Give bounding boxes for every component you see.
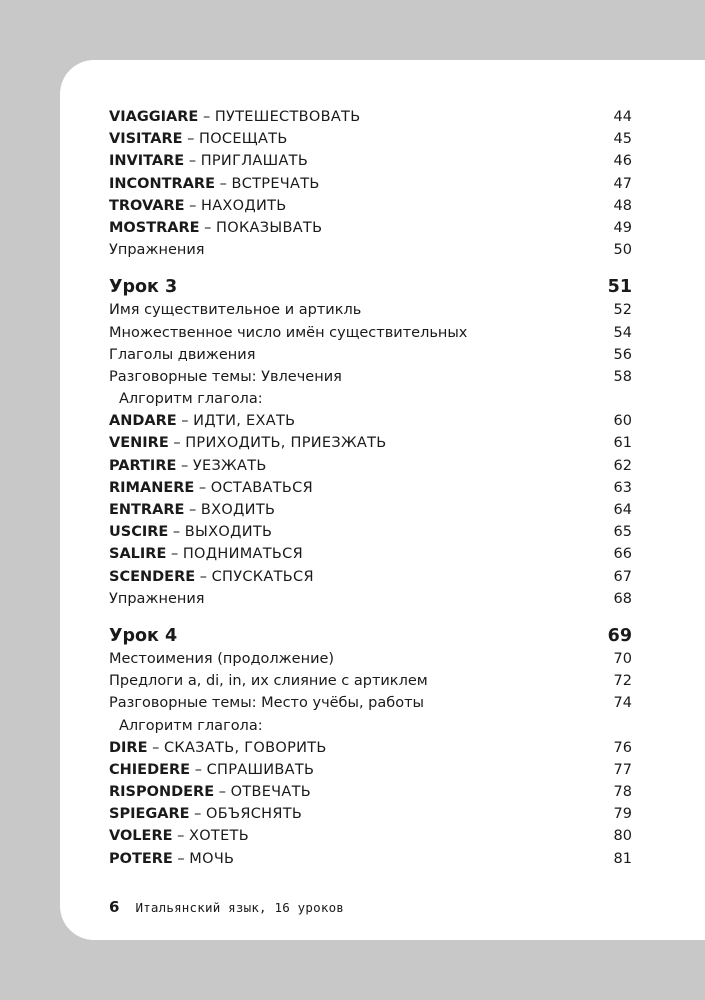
toc-page-number: 64 — [613, 502, 632, 518]
table-of-contents — [109, 106, 632, 870]
toc-page-number: 48 — [613, 197, 632, 214]
toc-entry — [109, 477, 632, 499]
verb-term: TROVARE — [109, 197, 185, 214]
verb-term: POTERE — [109, 850, 173, 867]
verb-translation: УЕЗЖАТЬ — [192, 457, 267, 474]
toc-entry-label — [109, 499, 275, 521]
toc-entry-label — [109, 781, 311, 803]
toc-page-number: 50 — [613, 242, 632, 259]
toc-entry-label — [109, 803, 302, 825]
verb-translation: ВСТРЕЧАТЬ — [231, 175, 320, 192]
dash-separator: – — [172, 850, 190, 867]
toc-entry-label — [109, 106, 360, 128]
toc-entry-label — [109, 150, 308, 172]
lesson-heading — [109, 261, 632, 299]
verb-translation: ОБЪЯСНЯТЬ — [206, 806, 303, 823]
verb-term: MOSTRARE — [109, 219, 200, 236]
toc-entry — [109, 150, 632, 172]
book-title: Итальянский язык, 16 уроков — [135, 900, 345, 915]
toc-page-number: 44 — [613, 109, 632, 125]
toc-entry-label: Упражнения — [109, 590, 205, 607]
verb-term: VOLERE — [109, 828, 173, 845]
toc-entry-label — [109, 217, 322, 239]
verb-translation: ИДТИ, ЕХАТЬ — [193, 413, 296, 430]
toc-entry — [109, 195, 632, 217]
toc-entry-label — [109, 455, 267, 477]
dash-separator: – — [198, 109, 215, 125]
toc-entry — [109, 173, 632, 195]
verb-term: SALIRE — [109, 546, 167, 563]
toc-entry-label: Разговорные темы: Увлечения — [109, 368, 342, 385]
toc-page-number: 60 — [613, 413, 632, 430]
verb-translation: СПУСКАТЬСЯ — [211, 568, 314, 585]
toc-entry — [109, 432, 632, 454]
verb-translation: ВХОДИТЬ — [200, 502, 276, 518]
toc-page-number: 61 — [613, 435, 632, 452]
toc-entry — [109, 455, 632, 477]
toc-page-number: 74 — [613, 695, 632, 712]
verb-term: ENTRARE — [109, 502, 185, 518]
toc-entry-label: Местоимения (продолжение) — [109, 650, 335, 667]
toc-entry-label — [109, 128, 288, 150]
toc-entry — [109, 737, 632, 759]
toc-entry-label — [109, 825, 249, 847]
toc-entry-label — [109, 410, 295, 432]
toc-page-number: 67 — [613, 568, 632, 585]
toc-page-number: 56 — [613, 346, 632, 363]
toc-page-number: 58 — [613, 368, 632, 385]
toc-page-number: 78 — [613, 784, 632, 801]
toc-entry-label — [109, 543, 303, 565]
toc-entry-label: Упражнения — [109, 242, 205, 259]
verb-term: VISITARE — [109, 131, 183, 148]
toc-entry — [109, 670, 632, 692]
toc-entry-label: Множественное число имён существительных — [109, 324, 468, 341]
verb-term: RIMANERE — [109, 479, 195, 496]
toc-entry — [109, 410, 632, 432]
toc-page-number: 79 — [613, 806, 632, 823]
toc-page-number: 68 — [613, 590, 632, 607]
toc-entry — [109, 128, 632, 150]
toc-entry-label — [109, 195, 287, 217]
dash-separator: – — [166, 546, 183, 563]
verb-term: VENIRE — [109, 435, 169, 452]
verb-term: PARTIRE — [109, 457, 177, 474]
dash-separator: – — [184, 153, 201, 170]
toc-entry — [109, 366, 632, 388]
toc-page-number: 70 — [613, 650, 632, 667]
toc-entry-label: Предлоги a, di, in, их слияние с артиклем — [109, 673, 428, 690]
toc-entry-label: Глаголы движения — [109, 346, 256, 363]
toc-entry — [109, 106, 632, 128]
verb-translation: ПОСЕЩАТЬ — [198, 131, 288, 148]
lesson-heading — [109, 610, 632, 648]
verb-translation: ОТВЕЧАТЬ — [230, 784, 312, 801]
dash-separator: – — [194, 479, 211, 496]
toc-entry — [109, 715, 632, 737]
toc-entry-label — [109, 173, 320, 195]
toc-entry — [109, 388, 632, 410]
toc-page-number: 76 — [613, 739, 632, 756]
verb-translation: СПРАШИВАТЬ — [206, 761, 315, 778]
toc-page-number: 62 — [613, 457, 632, 474]
verb-translation: СКАЗАТЬ, ГОВОРИТЬ — [163, 739, 327, 756]
toc-entry-label — [109, 521, 272, 543]
verb-translation: ПРИГЛАШАТЬ — [200, 153, 309, 170]
toc-entry-label — [109, 848, 234, 870]
dash-separator: – — [147, 739, 164, 756]
toc-entry-label: Разговорные темы: Место учёбы, работы — [109, 695, 424, 712]
dash-separator: – — [195, 568, 212, 585]
verb-translation: МОЧЬ — [189, 850, 235, 867]
toc-page-number: 77 — [613, 761, 632, 778]
toc-entry-label: Урок 4 — [109, 625, 178, 646]
toc-entry — [109, 588, 632, 610]
toc-page-number: 72 — [613, 673, 632, 690]
toc-page-number: 45 — [613, 131, 632, 148]
toc-page-number: 81 — [613, 850, 632, 867]
page-number: 6 — [109, 898, 120, 916]
verb-term: ANDARE — [109, 413, 177, 430]
dash-separator: – — [172, 828, 189, 845]
toc-entry — [109, 299, 632, 321]
toc-page-number: 63 — [613, 479, 632, 496]
verb-translation: ПОКАЗЫВАТЬ — [216, 219, 323, 236]
toc-entry-label — [109, 477, 313, 499]
toc-entry-label: Урок 3 — [109, 277, 178, 298]
toc-entry — [109, 521, 632, 543]
dash-separator: – — [182, 131, 199, 148]
toc-entry — [109, 566, 632, 588]
dash-separator: – — [190, 761, 207, 778]
verb-term: DIRE — [109, 739, 148, 756]
toc-page-number: 66 — [613, 546, 632, 563]
verb-translation: ПУТЕШЕСТВОВАТЬ — [214, 109, 361, 125]
toc-entry — [109, 848, 632, 870]
verb-term: SPIEGARE — [109, 806, 190, 823]
toc-page-number: 47 — [613, 175, 632, 192]
verb-translation: ПОДНИМАТЬСЯ — [182, 546, 303, 563]
dash-separator: – — [184, 197, 201, 214]
toc-entry-label — [109, 737, 327, 759]
page-footer — [109, 898, 344, 916]
verb-term: SCENDERE — [109, 568, 196, 585]
toc-entry-label — [109, 759, 314, 781]
toc-entry-label: Имя существительное и артикль — [109, 302, 362, 319]
verb-term: INCONTRARE — [109, 175, 215, 192]
verb-term: USCIRE — [109, 524, 169, 541]
toc-entry-label — [109, 432, 387, 454]
toc-page-number: 80 — [613, 828, 632, 845]
toc-page-number: 49 — [613, 219, 632, 236]
toc-entry — [109, 344, 632, 366]
verb-term: CHIEDERE — [109, 761, 191, 778]
toc-page-number: 54 — [613, 324, 632, 341]
toc-page-number: 65 — [613, 524, 632, 541]
toc-page-number: 46 — [613, 153, 632, 170]
toc-entry — [109, 217, 632, 239]
verb-translation: ПРИХОДИТЬ, ПРИЕЗЖАТЬ — [185, 435, 387, 452]
toc-entry-label — [109, 566, 314, 588]
toc-entry — [109, 803, 632, 825]
toc-entry — [109, 322, 632, 344]
toc-entry — [109, 825, 632, 847]
toc-entry-label: Алгоритм глагола: — [119, 717, 263, 734]
dash-separator: – — [168, 524, 185, 541]
dash-separator: – — [176, 413, 194, 430]
dash-separator: – — [199, 219, 217, 236]
toc-entry-label: Алгоритм глагола: — [119, 391, 263, 408]
toc-page-number: 51 — [607, 277, 632, 298]
toc-entry — [109, 499, 632, 521]
toc-entry — [109, 781, 632, 803]
toc-entry — [109, 648, 632, 670]
dash-separator: – — [189, 806, 207, 823]
toc-entry — [109, 692, 632, 714]
dash-separator: – — [176, 457, 193, 474]
book-page — [60, 60, 705, 940]
toc-entry — [109, 759, 632, 781]
verb-translation: НАХОДИТЬ — [201, 197, 287, 214]
dash-separator: – — [168, 435, 186, 452]
toc-page-number: 69 — [607, 625, 632, 646]
dash-separator: – — [214, 784, 231, 801]
toc-entry — [109, 239, 632, 261]
verb-term: INVITARE — [109, 153, 185, 170]
toc-page-number: 52 — [613, 302, 632, 319]
verb-translation: ВЫХОДИТЬ — [184, 524, 273, 541]
verb-term: RISPONDERE — [109, 784, 215, 801]
verb-translation: ХОТЕТЬ — [188, 828, 249, 845]
dash-separator: – — [214, 175, 232, 192]
verb-translation: ОСТАВАТЬСЯ — [210, 479, 313, 496]
toc-entry — [109, 543, 632, 565]
dash-separator: – — [184, 502, 201, 518]
verb-term: VIAGGIARE — [109, 109, 199, 125]
